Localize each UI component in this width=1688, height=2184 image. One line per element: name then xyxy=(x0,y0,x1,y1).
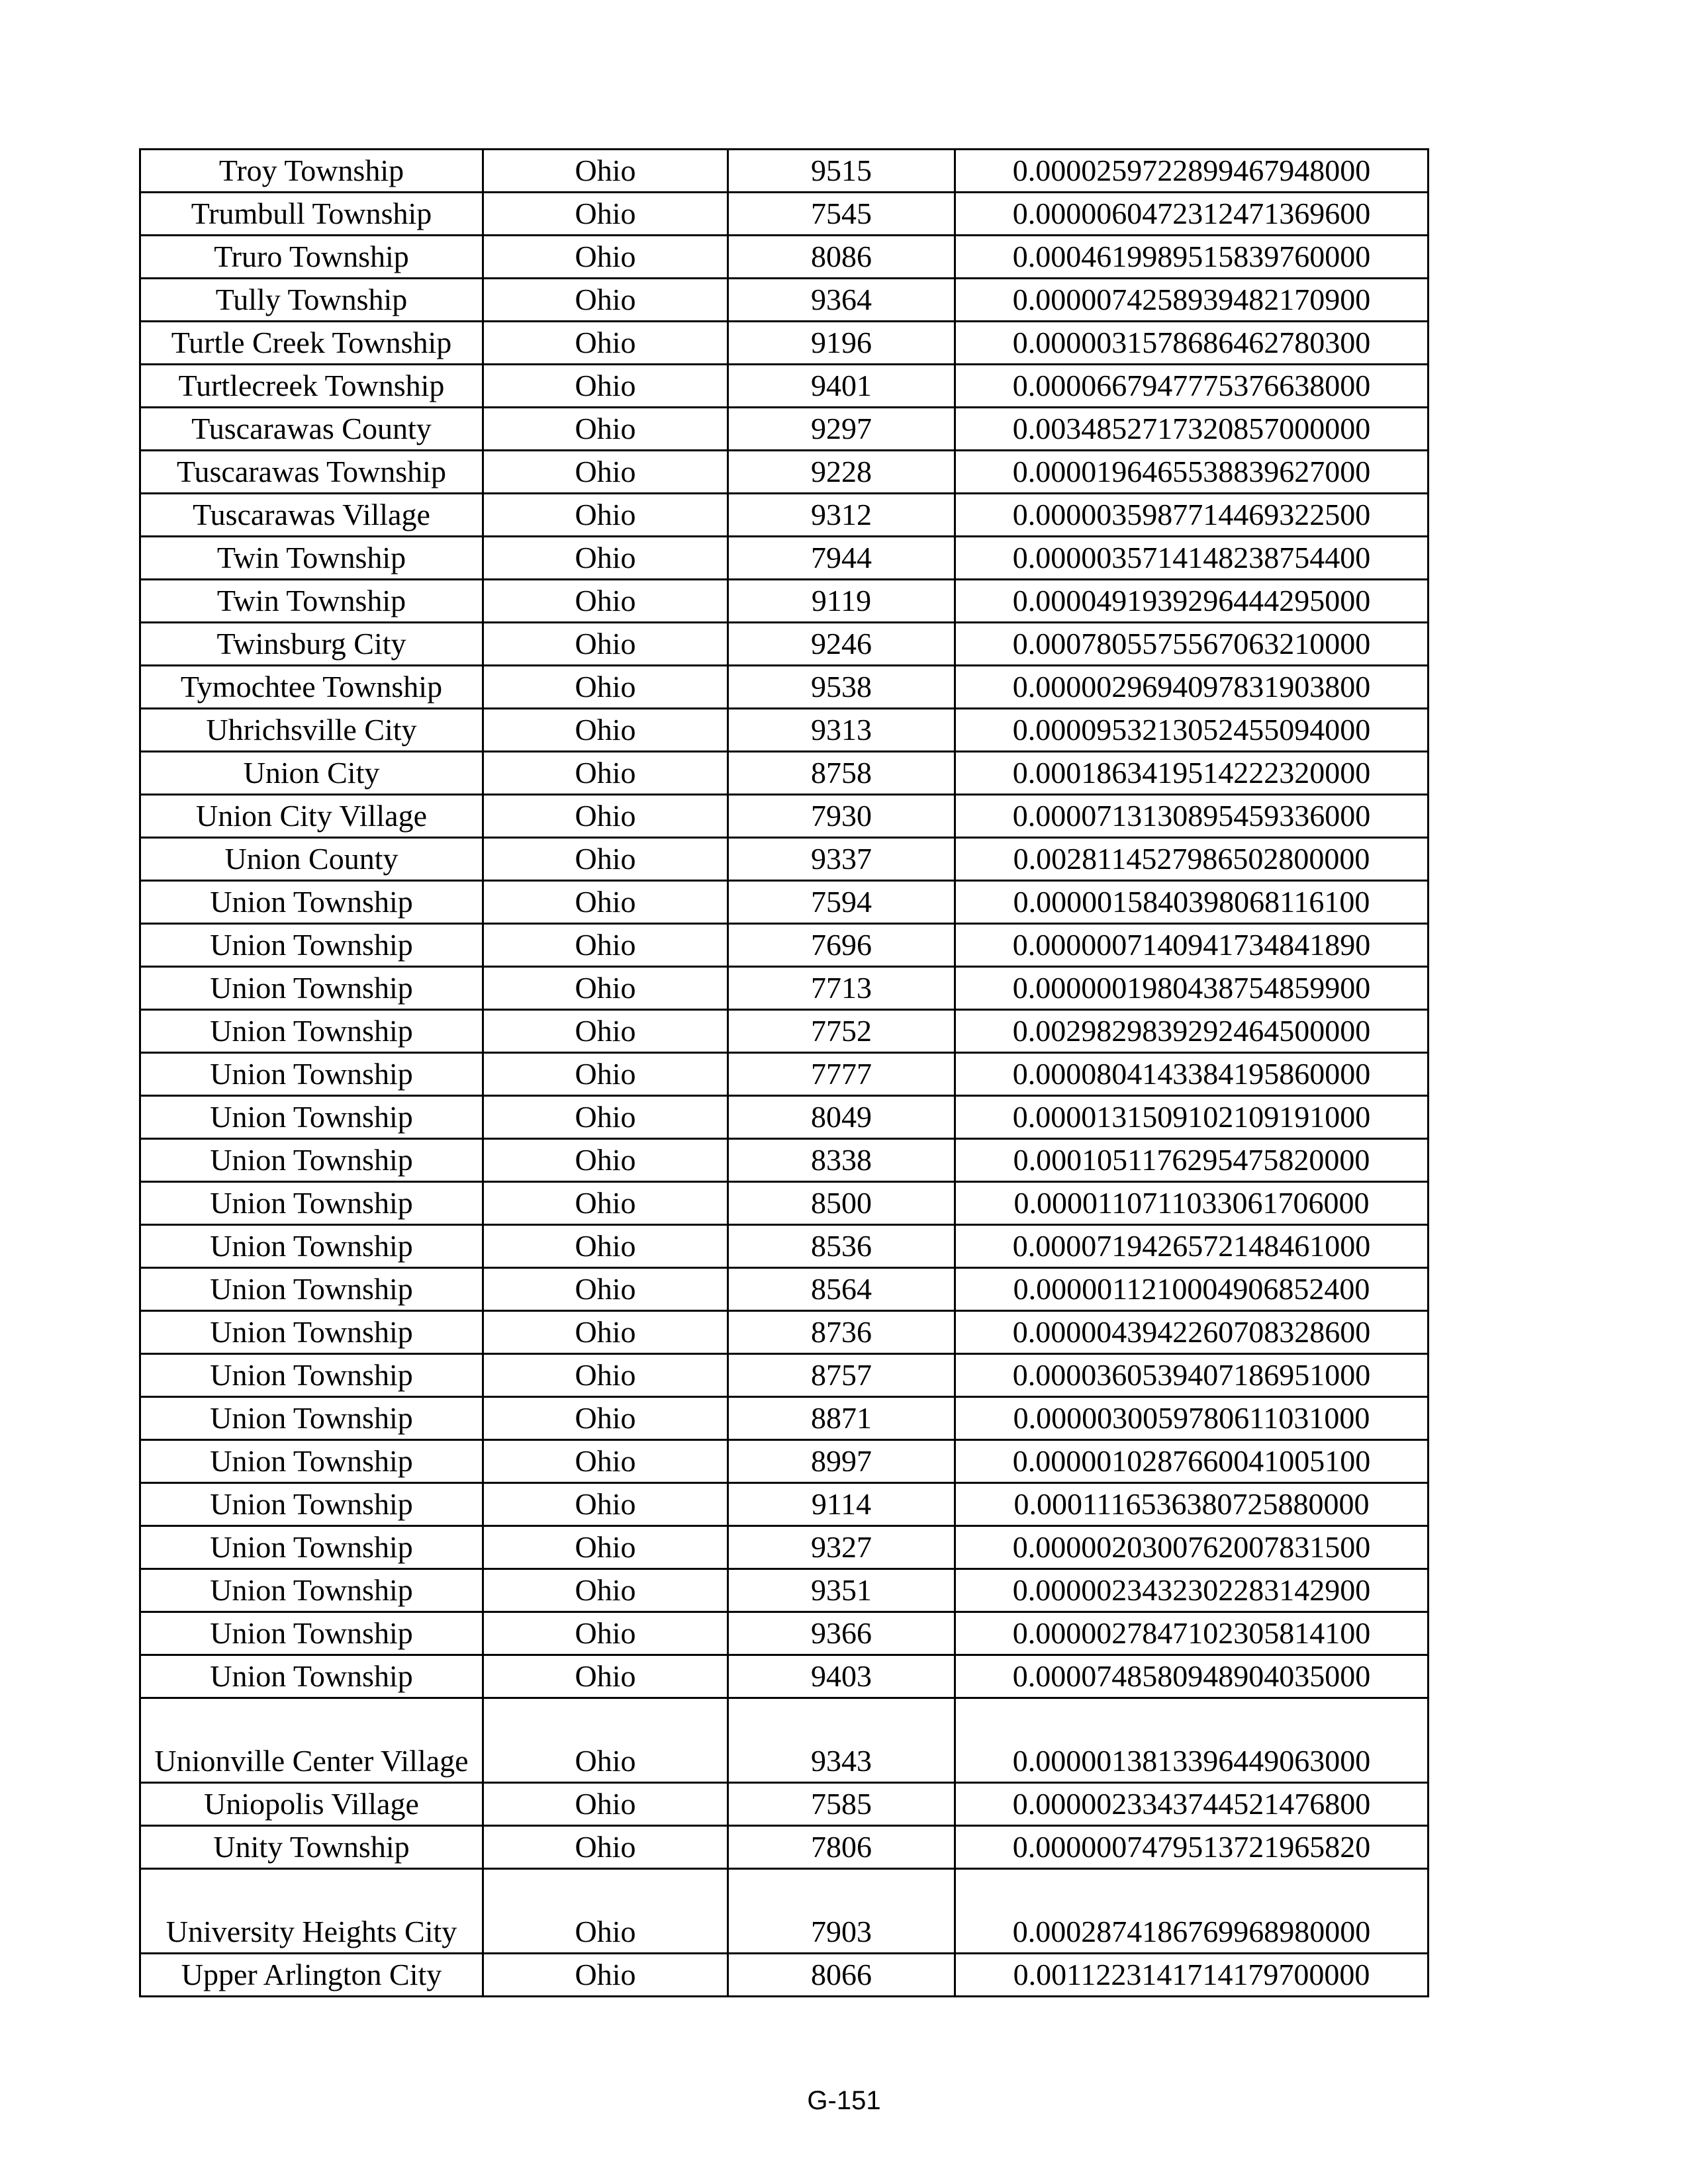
table-row xyxy=(140,1954,1429,1997)
cell-name: Union Township xyxy=(140,967,483,1010)
cell-value: 0.0000804143384195860000 xyxy=(955,1053,1429,1096)
cell-state: Ohio xyxy=(483,451,728,494)
cell-value: 0.0000719426572148461000 xyxy=(955,1225,1429,1268)
cell-state: Ohio xyxy=(483,1440,728,1483)
cell-name: Unionville Center Village xyxy=(140,1698,483,1783)
table-row xyxy=(140,795,1429,838)
cell-state: Ohio xyxy=(483,1698,728,1783)
table-row xyxy=(140,1483,1429,1526)
cell-name: Union Township xyxy=(140,1526,483,1569)
cell-value: 0.0000713130895459336000 xyxy=(955,795,1429,838)
cell-state: Ohio xyxy=(483,666,728,709)
cell-state: Ohio xyxy=(483,924,728,967)
cell-state: Ohio xyxy=(483,537,728,580)
cell-code: 7752 xyxy=(728,1010,955,1053)
table-row xyxy=(140,967,1429,1010)
cell-name: Union Township xyxy=(140,881,483,924)
cell-value: 0.0000029694097831903800 xyxy=(955,666,1429,709)
cell-state: Ohio xyxy=(483,1225,728,1268)
cell-name: Union Township xyxy=(140,1655,483,1698)
cell-name: Union Township xyxy=(140,1440,483,1483)
cell-state: Ohio xyxy=(483,365,728,408)
cell-state: Ohio xyxy=(483,1526,728,1569)
cell-code: 8066 xyxy=(728,1954,955,1997)
table-row xyxy=(140,1440,1429,1483)
cell-state: Ohio xyxy=(483,795,728,838)
cell-value: 0.0001051176295475820000 xyxy=(955,1139,1429,1182)
table-row xyxy=(140,1010,1429,1053)
cell-value: 0.0000023343744521476800 xyxy=(955,1783,1429,1826)
cell-code: 7713 xyxy=(728,967,955,1010)
cell-state: Ohio xyxy=(483,580,728,623)
cell-name: Union Township xyxy=(140,1182,483,1225)
cell-name: Truro Township xyxy=(140,236,483,279)
cell-name: Union Township xyxy=(140,1354,483,1397)
table-row xyxy=(140,1139,1429,1182)
cell-value: 0.0000020300762007831500 xyxy=(955,1526,1429,1569)
cell-name: Tuscarawas Township xyxy=(140,451,483,494)
cell-name: University Heights City xyxy=(140,1869,483,1954)
cell-code: 9196 xyxy=(728,322,955,365)
cell-value: 0.0000110711033061706000 xyxy=(955,1182,1429,1225)
cell-code: 9403 xyxy=(728,1655,955,1698)
cell-value: 0.0000043942260708328600 xyxy=(955,1311,1429,1354)
table-row xyxy=(140,537,1429,580)
cell-value: 0.0000035987714469322500 xyxy=(955,494,1429,537)
table-row xyxy=(140,150,1429,193)
cell-code: 9327 xyxy=(728,1526,955,1569)
table-row xyxy=(140,1783,1429,1826)
cell-name: Union Township xyxy=(140,924,483,967)
cell-name: Troy Township xyxy=(140,150,483,193)
cell-value: 0.0029829839292464500000 xyxy=(955,1010,1429,1053)
table-row xyxy=(140,666,1429,709)
cell-name: Union Township xyxy=(140,1569,483,1612)
cell-value: 0.0000001980438754859900 xyxy=(955,967,1429,1010)
cell-state: Ohio xyxy=(483,1354,728,1397)
table-row xyxy=(140,1397,1429,1440)
cell-value: 0.0000259722899467948000 xyxy=(955,150,1429,193)
table-row xyxy=(140,1869,1429,1954)
cell-name: Twin Township xyxy=(140,537,483,580)
cell-code: 9515 xyxy=(728,150,955,193)
cell-state: Ohio xyxy=(483,494,728,537)
cell-state: Ohio xyxy=(483,408,728,451)
cell-name: Union Township xyxy=(140,1096,483,1139)
cell-code: 8871 xyxy=(728,1397,955,1440)
cell-value: 0.0000035714148238754400 xyxy=(955,537,1429,580)
cell-code: 9313 xyxy=(728,709,955,752)
cell-code: 8758 xyxy=(728,752,955,795)
cell-value: 0.0000031578686462780300 xyxy=(955,322,1429,365)
cell-code: 9351 xyxy=(728,1569,955,1612)
cell-code: 9364 xyxy=(728,279,955,322)
table-row xyxy=(140,494,1429,537)
cell-name: Union Township xyxy=(140,1397,483,1440)
cell-code: 7545 xyxy=(728,193,955,236)
table-row xyxy=(140,1268,1429,1311)
cell-value: 0.0000010287660041005100 xyxy=(955,1440,1429,1483)
page-number: G-151 xyxy=(807,2086,881,2115)
cell-code: 9119 xyxy=(728,580,955,623)
cell-name: Tuscarawas County xyxy=(140,408,483,451)
cell-code: 8564 xyxy=(728,1268,955,1311)
cell-code: 7696 xyxy=(728,924,955,967)
cell-code: 9312 xyxy=(728,494,955,537)
table-row xyxy=(140,279,1429,322)
cell-state: Ohio xyxy=(483,1483,728,1526)
cell-state: Ohio xyxy=(483,279,728,322)
cell-code: 7930 xyxy=(728,795,955,838)
cell-code: 7585 xyxy=(728,1783,955,1826)
table-row xyxy=(140,580,1429,623)
cell-value: 0.0000953213052455094000 xyxy=(955,709,1429,752)
cell-name: Union City Village xyxy=(140,795,483,838)
cell-name: Twinsburg City xyxy=(140,623,483,666)
cell-code: 7944 xyxy=(728,537,955,580)
table-body xyxy=(140,150,1429,1997)
cell-state: Ohio xyxy=(483,1268,728,1311)
cell-name: Union Township xyxy=(140,1139,483,1182)
cell-name: Unity Township xyxy=(140,1826,483,1869)
cell-code: 8997 xyxy=(728,1440,955,1483)
cell-name: Union Township xyxy=(140,1483,483,1526)
table-row xyxy=(140,451,1429,494)
table-row xyxy=(140,1096,1429,1139)
table-row xyxy=(140,322,1429,365)
table-row xyxy=(140,1526,1429,1569)
cell-value: 0.0000027847102305814100 xyxy=(955,1612,1429,1655)
table-row xyxy=(140,881,1429,924)
cell-state: Ohio xyxy=(483,1053,728,1096)
cell-state: Ohio xyxy=(483,1612,728,1655)
cell-state: Ohio xyxy=(483,322,728,365)
table-row xyxy=(140,709,1429,752)
cell-name: Union Township xyxy=(140,1268,483,1311)
cell-state: Ohio xyxy=(483,752,728,795)
cell-value: 0.0000131509102109191000 xyxy=(955,1096,1429,1139)
cell-state: Ohio xyxy=(483,1869,728,1954)
cell-value: 0.0000060472312471369600 xyxy=(955,193,1429,236)
cell-value: 0.0000015840398068116100 xyxy=(955,881,1429,924)
jurisdiction-table xyxy=(139,148,1429,1997)
cell-name: Uhrichsville City xyxy=(140,709,483,752)
cell-name: Union Township xyxy=(140,1311,483,1354)
cell-value: 0.0000196465538839627000 xyxy=(955,451,1429,494)
cell-name: Tymochtee Township xyxy=(140,666,483,709)
cell-state: Ohio xyxy=(483,881,728,924)
table-row xyxy=(140,1612,1429,1655)
cell-state: Ohio xyxy=(483,150,728,193)
table-row xyxy=(140,236,1429,279)
cell-code: 8049 xyxy=(728,1096,955,1139)
cell-value: 0.0001116536380725880000 xyxy=(955,1483,1429,1526)
table-row xyxy=(140,752,1429,795)
cell-name: Tully Township xyxy=(140,279,483,322)
cell-code: 9246 xyxy=(728,623,955,666)
cell-code: 9114 xyxy=(728,1483,955,1526)
cell-code: 8757 xyxy=(728,1354,955,1397)
cell-name: Union City xyxy=(140,752,483,795)
cell-state: Ohio xyxy=(483,236,728,279)
cell-code: 7806 xyxy=(728,1826,955,1869)
cell-value: 0.0000360539407186951000 xyxy=(955,1354,1429,1397)
cell-value: 0.0000030059780611031000 xyxy=(955,1397,1429,1440)
cell-state: Ohio xyxy=(483,709,728,752)
cell-name: Tuscarawas Village xyxy=(140,494,483,537)
cell-value: 0.0001863419514222320000 xyxy=(955,752,1429,795)
cell-value: 0.0000023432302283142900 xyxy=(955,1569,1429,1612)
table-row xyxy=(140,193,1429,236)
cell-name: Twin Township xyxy=(140,580,483,623)
cell-name: Union Township xyxy=(140,1612,483,1655)
cell-code: 9343 xyxy=(728,1698,955,1783)
cell-value: 0.0000074258939482170900 xyxy=(955,279,1429,322)
cell-name: Uniopolis Village xyxy=(140,1783,483,1826)
cell-code: 7777 xyxy=(728,1053,955,1096)
table-row xyxy=(140,1569,1429,1612)
cell-name: Union Township xyxy=(140,1053,483,1096)
cell-state: Ohio xyxy=(483,1139,728,1182)
cell-state: Ohio xyxy=(483,1397,728,1440)
cell-code: 9401 xyxy=(728,365,955,408)
table-row xyxy=(140,1354,1429,1397)
cell-code: 9337 xyxy=(728,838,955,881)
cell-value: 0.0011223141714179700000 xyxy=(955,1954,1429,1997)
table-row xyxy=(140,1225,1429,1268)
cell-code: 9366 xyxy=(728,1612,955,1655)
cell-name: Turtle Creek Township xyxy=(140,322,483,365)
cell-state: Ohio xyxy=(483,838,728,881)
cell-name: Turtlecreek Township xyxy=(140,365,483,408)
cell-value: 0.0000667947775376638000 xyxy=(955,365,1429,408)
cell-state: Ohio xyxy=(483,1182,728,1225)
cell-code: 7594 xyxy=(728,881,955,924)
table-row xyxy=(140,1655,1429,1698)
cell-code: 8338 xyxy=(728,1139,955,1182)
cell-value: 0.0000013813396449063000 xyxy=(955,1698,1429,1783)
cell-name: Trumbull Township xyxy=(140,193,483,236)
cell-state: Ohio xyxy=(483,193,728,236)
cell-state: Ohio xyxy=(483,1010,728,1053)
cell-name: Upper Arlington City xyxy=(140,1954,483,1997)
cell-name: Union Township xyxy=(140,1225,483,1268)
cell-state: Ohio xyxy=(483,1096,728,1139)
table-row xyxy=(140,408,1429,451)
cell-code: 8500 xyxy=(728,1182,955,1225)
cell-state: Ohio xyxy=(483,1569,728,1612)
cell-code: 7903 xyxy=(728,1869,955,1954)
cell-value: 0.0000007479513721965820 xyxy=(955,1826,1429,1869)
table-row xyxy=(140,1826,1429,1869)
cell-state: Ohio xyxy=(483,967,728,1010)
cell-state: Ohio xyxy=(483,1954,728,1997)
table-row xyxy=(140,1053,1429,1096)
cell-code: 8536 xyxy=(728,1225,955,1268)
table-row xyxy=(140,1698,1429,1783)
cell-code: 9228 xyxy=(728,451,955,494)
table-row xyxy=(140,1182,1429,1225)
cell-value: 0.0000007140941734841890 xyxy=(955,924,1429,967)
cell-state: Ohio xyxy=(483,1311,728,1354)
cell-value: 0.0002874186769968980000 xyxy=(955,1869,1429,1954)
table-row xyxy=(140,1311,1429,1354)
cell-value: 0.0007805575567063210000 xyxy=(955,623,1429,666)
cell-value: 0.0034852717320857000000 xyxy=(955,408,1429,451)
cell-code: 9297 xyxy=(728,408,955,451)
cell-value: 0.0004619989515839760000 xyxy=(955,236,1429,279)
cell-state: Ohio xyxy=(483,1783,728,1826)
table-row xyxy=(140,365,1429,408)
cell-value: 0.0028114527986502800000 xyxy=(955,838,1429,881)
cell-state: Ohio xyxy=(483,623,728,666)
table-row xyxy=(140,924,1429,967)
cell-code: 9538 xyxy=(728,666,955,709)
cell-name: Union County xyxy=(140,838,483,881)
cell-value: 0.0000748580948904035000 xyxy=(955,1655,1429,1698)
cell-state: Ohio xyxy=(483,1655,728,1698)
cell-name: Union Township xyxy=(140,1010,483,1053)
cell-code: 8736 xyxy=(728,1311,955,1354)
cell-value: 0.0000011210004906852400 xyxy=(955,1268,1429,1311)
cell-code: 8086 xyxy=(728,236,955,279)
cell-value: 0.0000491939296444295000 xyxy=(955,580,1429,623)
cell-state: Ohio xyxy=(483,1826,728,1869)
table-row xyxy=(140,838,1429,881)
table-row xyxy=(140,623,1429,666)
